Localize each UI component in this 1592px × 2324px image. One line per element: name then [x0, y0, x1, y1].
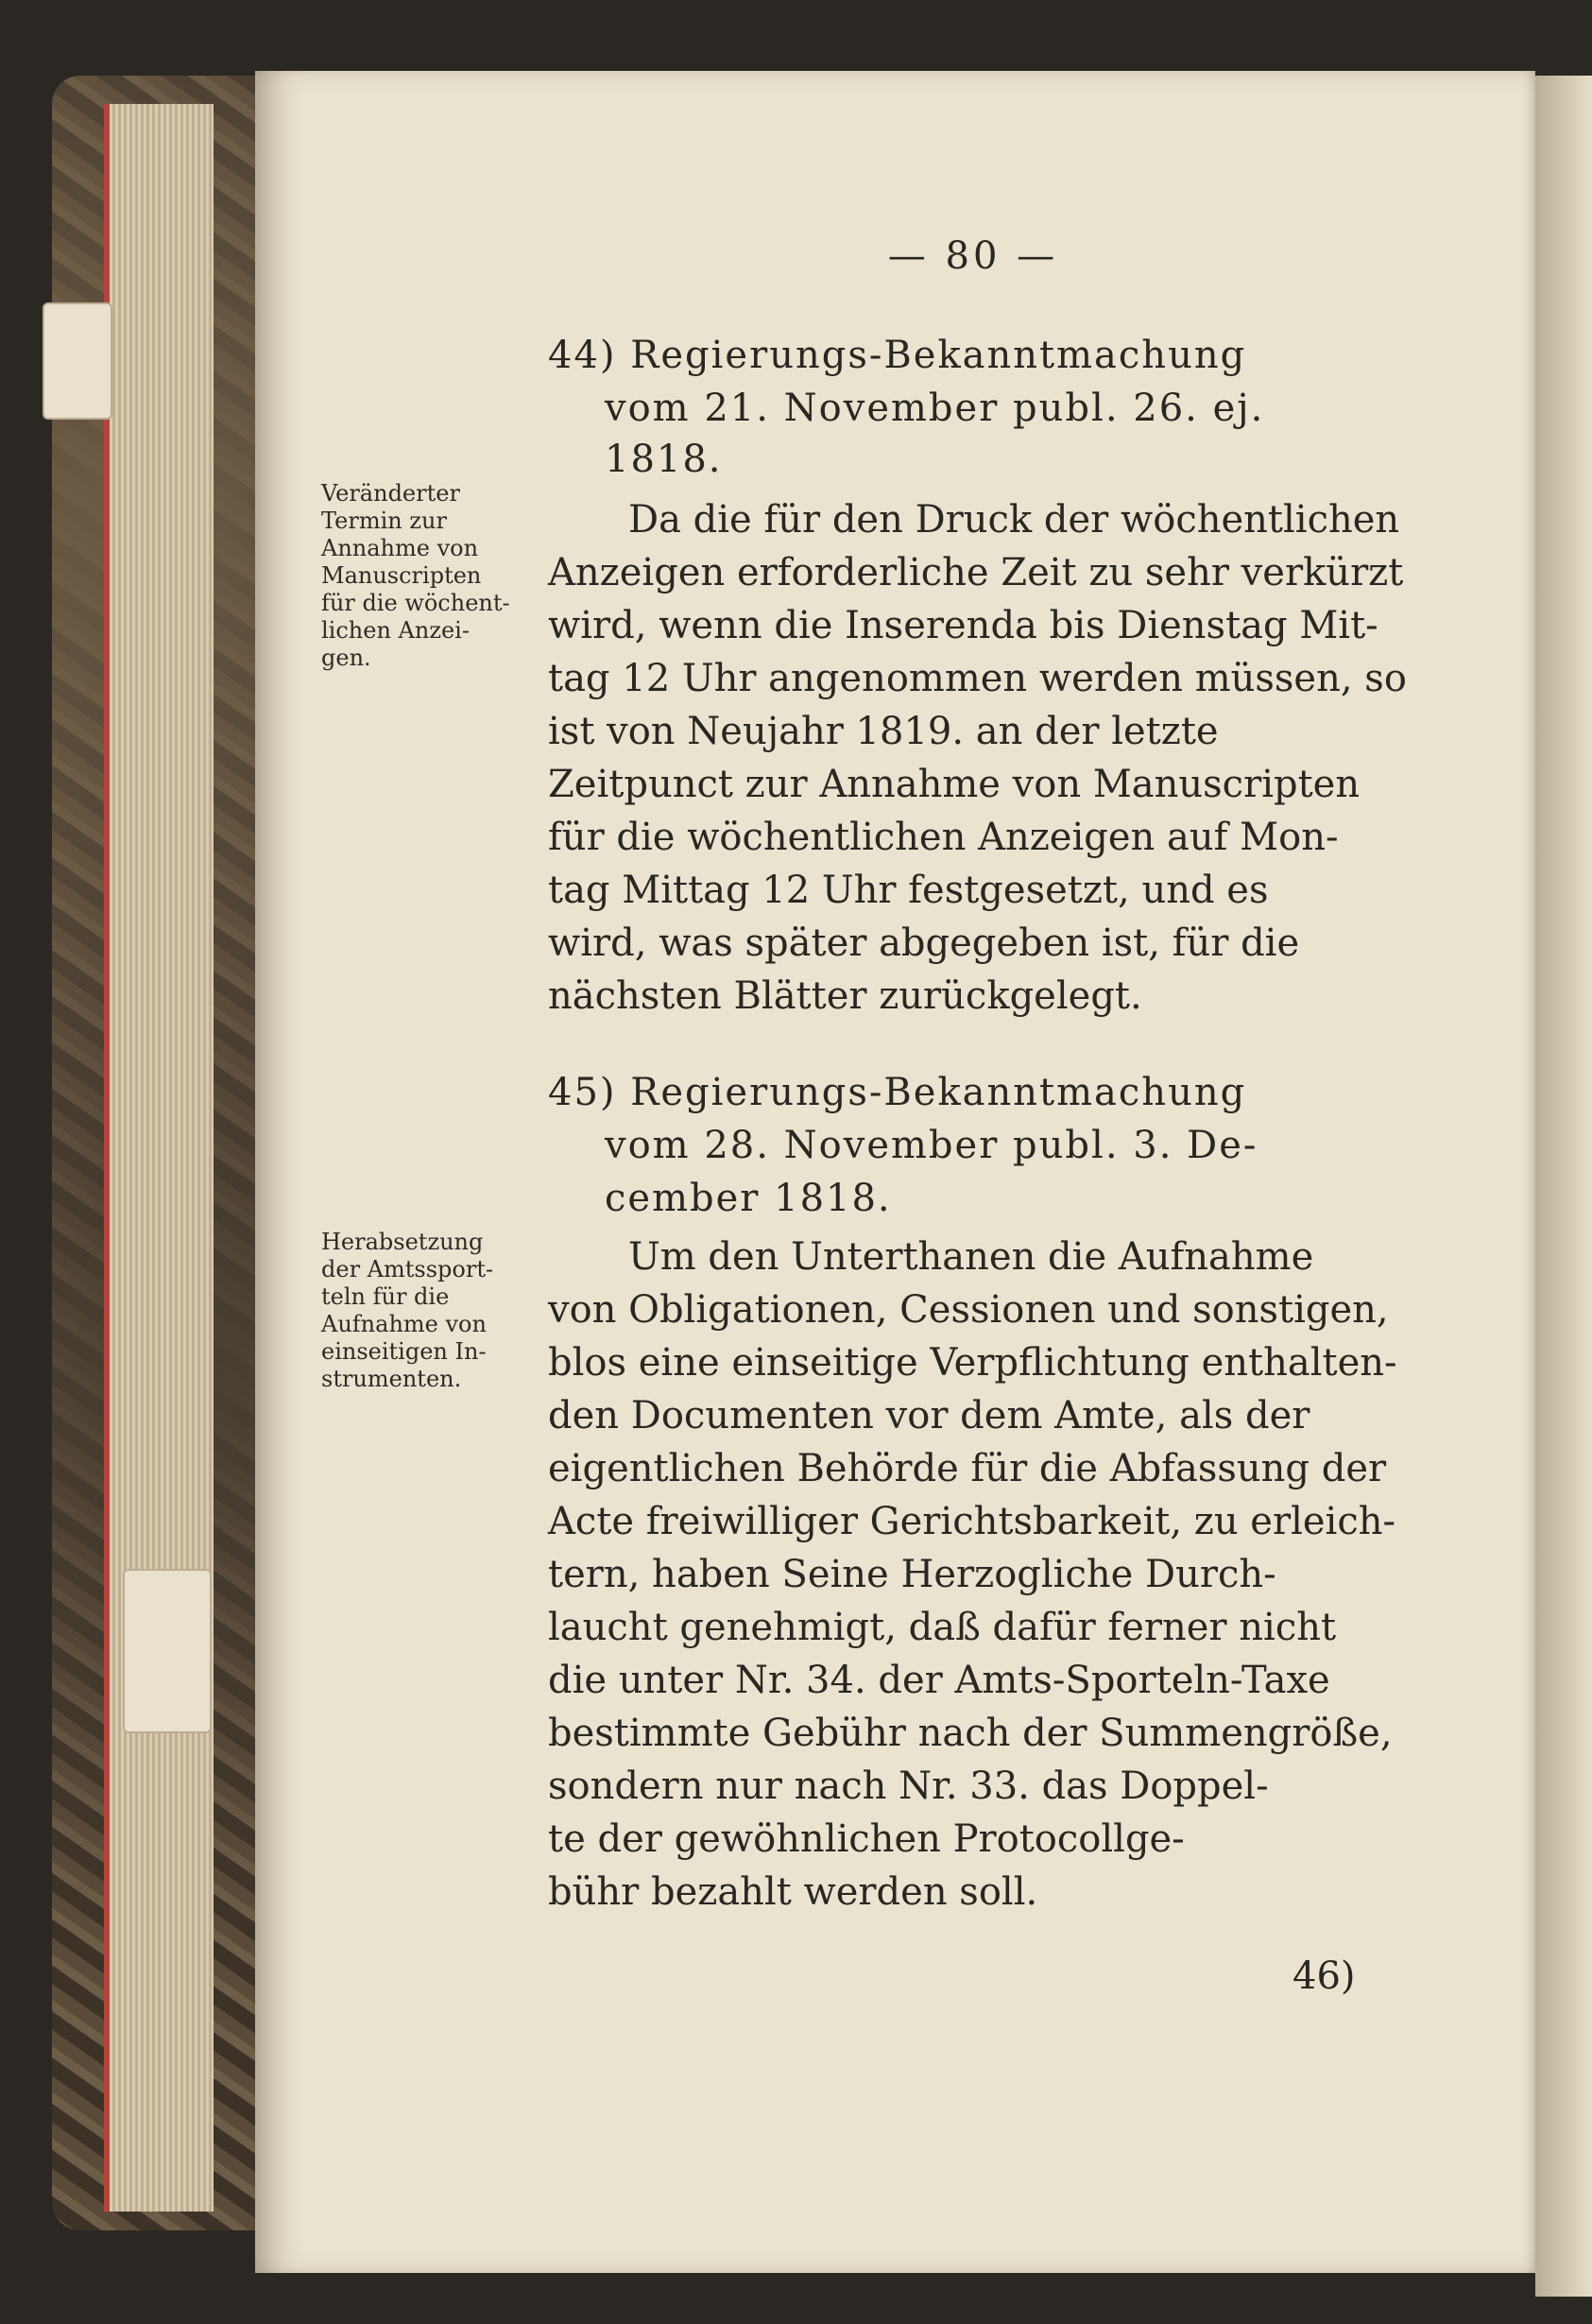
s44-heading-line-3: 1818. [605, 438, 723, 481]
bookmark-tab-top [43, 302, 112, 420]
s45-body-line-6: Acte freiwilliger Gerichtsbarkeit, zu erleich- [548, 1500, 1396, 1543]
margin-note-line: Veränderter [321, 480, 460, 507]
bookmark-tab-middle [123, 1569, 212, 1733]
margin-note-line: einseitigen In- [321, 1338, 487, 1365]
margin-note-line: Manuscripten [321, 562, 482, 589]
s45-body-line-11: sondern nur nach Nr. 33. das Doppel- [548, 1765, 1269, 1808]
s44-body-line-1: Da die für den Druck der wöchentlichen [628, 498, 1400, 542]
s44-body-line-8: tag Mittag 12 Uhr festgesetzt, und es [548, 869, 1269, 912]
margin-note-line: Herabsetzung [321, 1229, 484, 1255]
s45-body-line-12: te der gewöhnlichen Protocollge- [548, 1817, 1185, 1861]
s44-body-line-5: ist von Neujahr 1819. an der letzte [548, 710, 1219, 753]
s45-heading-line-1: 45) Regierungs-Bekanntmachung [548, 1071, 1247, 1114]
s44-body-line-10: nächsten Blätter zurückgelegt. [548, 974, 1142, 1018]
s44-margin-note [321, 480, 539, 672]
s45-heading-line-3: cember 1818. [605, 1177, 892, 1220]
s45-body-line-13: bühr bezahlt werden soll. [548, 1870, 1038, 1914]
s45-body-line-3: blos eine einseitige Verpflichtung enthalten- [548, 1341, 1397, 1385]
margin-note-line: der Amtssport- [321, 1256, 494, 1283]
s44-body-line-9: wird, was später abgegeben ist, für die [548, 921, 1300, 965]
s45-body-line-4: den Documenten vor dem Amte, als der [548, 1394, 1310, 1437]
margin-note-line: Termin zur [321, 508, 447, 534]
page-number: — 80 — [887, 234, 1059, 278]
margin-note-line: teln für die [321, 1283, 450, 1310]
s45-heading-line-2: vom 28. November publ. 3. De- [605, 1124, 1258, 1167]
s45-body-line-8: laucht genehmigt, daß dafür ferner nicht [548, 1606, 1337, 1649]
page-edges [104, 104, 214, 2212]
s44-body-line-3: wird, wenn die Inserenda bis Dienstag Mit- [548, 604, 1378, 647]
margin-note-line: gen. [321, 645, 371, 671]
s45-body-line-9: die unter Nr. 34. der Amts-Sporteln-Taxe [548, 1659, 1330, 1702]
s45-body-line-1: Um den Unterthanen die Aufnahme [628, 1235, 1314, 1279]
margin-note-line: Aufnahme von [321, 1311, 487, 1337]
s45-body-line-2: von Obligationen, Cessionen und sonstigen, [548, 1288, 1389, 1332]
margin-note-line: Annahme von [321, 535, 479, 561]
margin-note-line: strumenten. [321, 1366, 462, 1392]
s44-body-line-2: Anzeigen erforderliche Zeit zu sehr verkürzt [548, 551, 1404, 594]
s44-body-line-7: für die wöchentlichen Anzeigen auf Mon- [548, 816, 1339, 859]
s45-body-line-7: tern, haben Seine Herzogliche Durch- [548, 1553, 1276, 1596]
s44-body-line-4: tag 12 Uhr angenommen werden müssen, so [548, 657, 1407, 700]
s45-margin-note [321, 1229, 539, 1393]
margin-note-line: lichen Anzei- [321, 617, 470, 644]
s44-body-line-6: Zeitpunct zur Annahme von Manuscripten [548, 763, 1361, 806]
facing-page-edge [1535, 76, 1592, 2297]
s44-heading-line-1: 44) Regierungs-Bekanntmachung [548, 334, 1247, 377]
s44-heading-line-2: vom 21. November publ. 26. ej. [605, 387, 1265, 430]
s45-body-line-10: bestimmte Gebühr nach der Summengröße, [548, 1712, 1393, 1755]
catchword: 46) [1292, 1954, 1356, 1998]
margin-note-line: für die wöchent- [321, 590, 510, 616]
s45-body-line-5: eigentlichen Behörde für die Abfassung der [548, 1447, 1387, 1490]
